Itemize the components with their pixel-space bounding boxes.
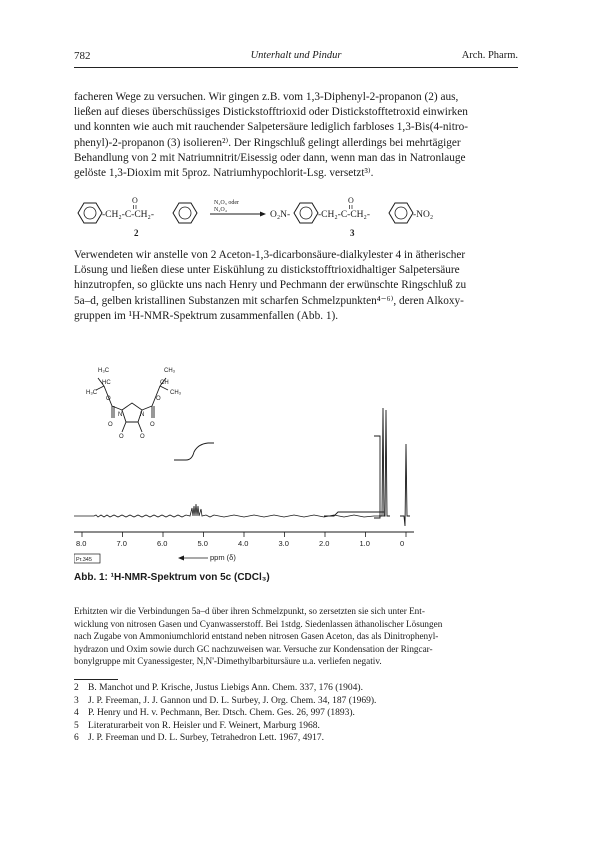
x-tick-label: 7.0 [116, 539, 127, 548]
left-chain: -CH₂-C-CH₂- [102, 210, 155, 220]
body-paragraph-1 [74, 90, 518, 181]
ch3-peak [379, 408, 390, 516]
integration-curve [174, 443, 214, 460]
molecule-structure-icon [96, 378, 168, 432]
reagent-top: N₂O₃ oder [214, 200, 240, 206]
x-tick-label: 4.0 [238, 539, 249, 548]
header-rule [74, 67, 518, 68]
figure-caption: Abb. 1: ¹H-NMR-Spektrum von 5c (CDCl₃) [74, 572, 270, 583]
struct-label: O [150, 422, 155, 428]
text-line: bonylgruppe mit Cyanessigester, N,N'-Dimethylbarbitursäure u.a. verliefen negativ. [74, 656, 382, 667]
struct-label: N [140, 412, 145, 418]
o2n-group: O₂N- [270, 210, 291, 220]
axis-label: ppm (δ) [210, 553, 236, 562]
nmr-spectrum-figure [74, 348, 518, 586]
text-line: facheren Wege zu versuchen. Wir gingen z.B. vom 1,3-Diphenyl-2-propanon (2) aus, [74, 91, 459, 103]
struct-label: N [118, 412, 123, 418]
x-tick-label: 2.0 [319, 539, 330, 548]
footnote: 2 B. Manchot und P. Krische, Justus Liebigs Ann. Chem. 337, 176 (1904). [74, 683, 363, 693]
struct-label: O [156, 396, 161, 402]
reagent-bottom: N₂O₄ [214, 207, 227, 213]
tms-peak [400, 444, 410, 526]
text-line: wicklung von nitrosen Gasen und Cyanwasserstoff. Bei 1stdg. Siedenlassen äthanolischer Lösungen [74, 618, 443, 629]
benzene-ring-icon [389, 203, 413, 223]
text-line: phenyl)-2-propanon (3) isolieren²⁾. Der Ringschluß gelingt allerdings bei mehrtägiger [74, 136, 461, 149]
struct-label: CH [160, 380, 169, 386]
page-header [74, 50, 518, 66]
footnotes [74, 682, 518, 745]
struct-label: O [119, 434, 124, 440]
x-tick-label: 6.0 [157, 539, 168, 548]
text-line: und konnten wie auch mit rauchender Salpetersäure lediglich farbloses 1,3-Bis(4-nitro- [74, 121, 469, 134]
carbonyl-oxygen: O [132, 196, 138, 205]
compound-number-3: 3 [350, 228, 355, 238]
struct-label: CH₃ [164, 368, 176, 374]
x-tick-label: 3.0 [278, 539, 289, 548]
text-line: nach Zugabe von Ammoniumchlorid entstand neben nitrosen Gasen Aceton, das als Dinitrophenyl- [74, 631, 439, 642]
carbonyl-oxygen: O [348, 196, 354, 205]
small-print-paragraph [74, 605, 524, 668]
struct-label: H₃C [86, 390, 98, 396]
text-line: Lösung und ließen diese unter Eiskühlung zu distickstofftrioxidhaltiger Salpetersäure [74, 264, 460, 277]
footnote: 6 J. P. Freeman und D. L. Surbey, Tetrahedron Lett. 1967, 4917. [74, 733, 325, 744]
benzene-ring-icon [173, 203, 197, 223]
text-line: 5a–d, gelben kristallinen Substanzen mit scharfen Schmelzpunkten⁴⁻⁶⁾, deren Alkoxy- [74, 294, 464, 307]
journal-name: Arch. Pharm. [461, 50, 518, 61]
compound-number-2: 2 [134, 228, 139, 238]
right-integration [374, 436, 380, 518]
right-chain: -CH₂-C-CH₂- [318, 210, 371, 220]
reaction-scheme [74, 196, 518, 240]
benzene-ring-icon [78, 203, 102, 223]
text-line: gelöste 1,3-Dioxim mit 5proz. Natriumhypochlorit-Lsg. versetzt³⁾. [74, 167, 374, 180]
body-paragraph-2 [74, 248, 518, 324]
x-tick-label: 5.0 [197, 539, 208, 548]
text-line: Erhitzten wir die Verbindungen 5a–d über ihren Schmelzpunkt, so zersetzten sie sich unter Ent- [74, 606, 425, 616]
footnote: 3 J. P. Freeman, J. J. Gannon und D. L. Surbey, J. Org. Chem. 34, 187 (1969). [74, 695, 377, 706]
text-line: gruppen im ¹H-NMR-Spektrum zusammenfallen (Abb. 1). [74, 309, 339, 322]
x-axis-ticks [76, 532, 406, 548]
text-line: Verwendeten wir anstelle von 2 Aceton-1,3-dicarbonsäure-dialkylester 4 in ätherischer [74, 249, 466, 261]
struct-label: CH₃ [170, 390, 182, 396]
footnote-rule [74, 679, 118, 680]
spectrum-baseline [74, 504, 384, 517]
benzene-ring-icon [294, 203, 318, 223]
footnote: 4 P. Henry und H. v. Pechmann, Ber. Dtsch. Chem. Ges. 26, 997 (1893). [74, 708, 355, 719]
struct-label: O [140, 434, 145, 440]
text-line: Behandlung von 2 mit Natriumnitrit/Eisessig oder dann, wenn man das in Natronlauge [74, 151, 466, 164]
x-tick-label: 1.0 [359, 539, 370, 548]
footnote: 5 Literaturarbeit von R. Heisler und F. Weinert, Marburg 1968. [74, 720, 320, 731]
stamp-label: Pr.345 [76, 557, 92, 563]
struct-label: O [108, 422, 113, 428]
page-number: 782 [74, 50, 91, 62]
text-line: ließen auf dieses überschüssiges Distickstofftrioxid oder Distickstofftetroxid einwirken [74, 106, 468, 119]
x-tick-label: 8.0 [76, 539, 87, 548]
no2-group: -NO₂ [413, 210, 434, 220]
struct-label: H₃C [98, 368, 110, 374]
text-line: hinzutropfen, so glückte uns nach Henry und Pechmann der erwünschte Ringschluß zu [74, 279, 467, 292]
struct-label: O [106, 396, 111, 402]
struct-label: HC [102, 380, 111, 386]
x-tick-label: 0 [400, 539, 405, 548]
running-authors: Unterhalt und Pindur [250, 50, 342, 61]
text-line: hydrazon und Oxim sowie durch GC nachzuweisen war. Versuche zur Kondensation der Ringcar- [74, 643, 433, 654]
